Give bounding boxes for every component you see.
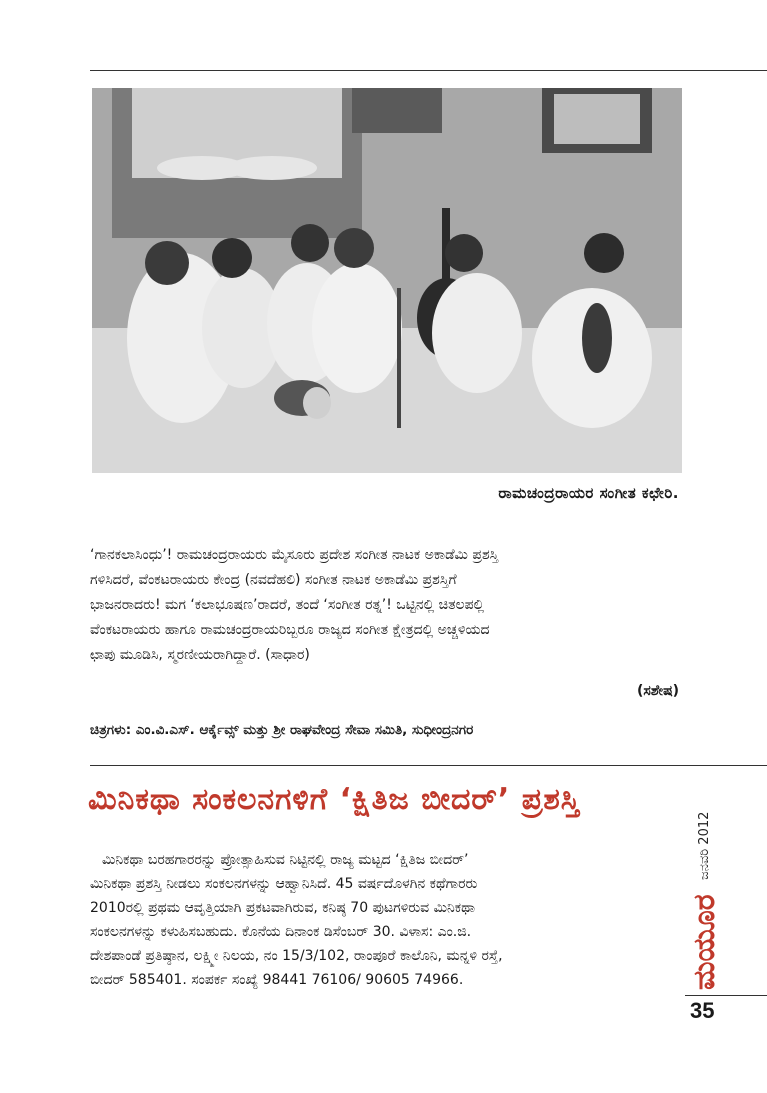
- notice-line: ಮಿನಿಕಥಾ ಬರಹಗಾರರನ್ನು ಪ್ರೋತ್ಸಾಹಿಸುವ ನಿಟ್ಟಿನಲ್ಲಿ ರಾಜ್ಯ ಮಟ್ಟದ ‘ಕ್ಷಿತಿಜ ಬೀದರ್’: [102, 852, 469, 868]
- magazine-logo: [682, 890, 722, 990]
- notice-line: ಮಿನಿಕಥಾ ಪ್ರಶಸ್ತಿ ನೀಡಲು ಸಂಕಲನಗಳನ್ನು ಆಹ್ವಾನಿಸಿದೆ. 45 ವರ್ಷದೊಳಗಿನ ಕಥೆಗಾರರು: [90, 876, 478, 892]
- notice-line: ಬೀದರ್ 585401. ಸಂಪರ್ಕ ಸಂಖ್ಯೆ 98441 76106/ 90605 74966.: [90, 972, 464, 988]
- photo-caption: ರಾಮಚಂದ್ರರಾಯರ ಸಂಗೀತ ಕಛೇರಿ.: [498, 484, 679, 502]
- issue-date: [690, 800, 714, 880]
- article-line: ವೆಂಕಟರಾಯರು ಹಾಗೂ ರಾಮಚಂದ್ರರಾಯರಿಬ್ಬರೂ ರಾಜ್ಯದ ಸಂಗೀತ ಕ್ಷೇತ್ರದಲ್ಲಿ ಅಚ್ಚಳಿಯದ: [90, 622, 490, 638]
- article-line: ಛಾಪು ಮೂಡಿಸಿ, ಸ್ಮರಣೀಯರಾಗಿದ್ದಾರೆ. (ಸಾಧಾರ): [90, 647, 310, 663]
- notice-heading: ಮಿನಿಕಥಾ ಸಂಕಲನಗಳಿಗೆ ‘ಕ್ಷಿತಿಜ ಬೀದರ್’ ಪ್ರಶಸ್ತಿ: [88, 782, 581, 817]
- top-rule: [90, 70, 767, 71]
- notice-line: ದೇಶಪಾಂಡೆ ಪ್ರತಿಷ್ಠಾನ, ಲಕ್ಷ್ಮೀ ನಿಲಯ, ನಂ 15/3/102, ರಾಂಪೂರೆ ಕಾಲೊನಿ, ಮನ್ನಳಿ ರಸ್ತೆ,: [90, 948, 503, 964]
- notice-body: [90, 848, 645, 992]
- article-line: ಭಾಜನರಾದರು! ಮಗ ‘ಕಲಾಭೂಷಣ’ರಾದರೆ, ತಂದೆ ‘ಸಂಗೀತ ರತ್ನ’! ಒಟ್ಟಿನಲ್ಲಿ ಚಿತಲಪಲ್ಲಿ: [90, 597, 485, 613]
- notice-line: 2010ರಲ್ಲಿ ಪ್ರಥಮ ಆವೃತ್ತಿಯಾಗಿ ಪ್ರಕಟವಾಗಿರುವ, ಕನಿಷ್ಠ 70 ಪುಟಗಳಿರುವ ಮಿನಿಕಥಾ: [90, 900, 476, 916]
- magazine-logo-text: ಮಯೂರ: [687, 894, 722, 990]
- concert-photo-illustration: [92, 88, 682, 473]
- article-paragraph: [90, 543, 680, 668]
- article-line: ಗಳಿಸಿದರೆ, ವೆಂಕಟರಾಯರು ಕೇಂದ್ರ (ನವದೆಹಲಿ) ಸಂಗೀತ ನಾಟಕ ಅಕಾಡೆಮಿ ಪ್ರಶಸ್ತಿಗೆ: [90, 572, 457, 588]
- concert-photo: [92, 88, 682, 473]
- issue-date-text: ಜನವರಿ 2012: [697, 811, 712, 880]
- to-be-continued-note: (ಸಶೇಷ): [636, 683, 679, 699]
- article-line: ‘ಗಾನಕಲಾಸಿಂಧು’! ರಾಮಚಂದ್ರರಾಯರು ಮೈಸೂರು ಪ್ರದೇಶ ಸಂಗೀತ ನಾಟಕ ಅಕಾಡೆಮಿ ಪ್ರಶಸ್ತಿ: [90, 547, 499, 563]
- photo-credits: ಚಿತ್ರಗಳು: ಎಂ.ವಿ.ಎಸ್. ಆರ್ಕೈವ್ಸ್ ಮತ್ತು ಶ್ರೀ ರಾಘವೇಂದ್ರ ಸೇವಾ ಸಮಿತಿ, ಸುಧೀಂದ್ರನಗರ: [90, 722, 474, 738]
- section-rule: [90, 765, 767, 766]
- notice-line: ಸಂಕಲನಗಳನ್ನು ಕಳುಹಿಸಬಹುದು. ಕೊನೆಯ ದಿನಾಂಕ ಡಿಸೆಂಬರ್ 30. ವಿಳಾಸ: ಎಂ.ಜಿ.: [90, 924, 472, 940]
- page-number-rule: [685, 995, 767, 996]
- page-number: 35: [690, 998, 715, 1023]
